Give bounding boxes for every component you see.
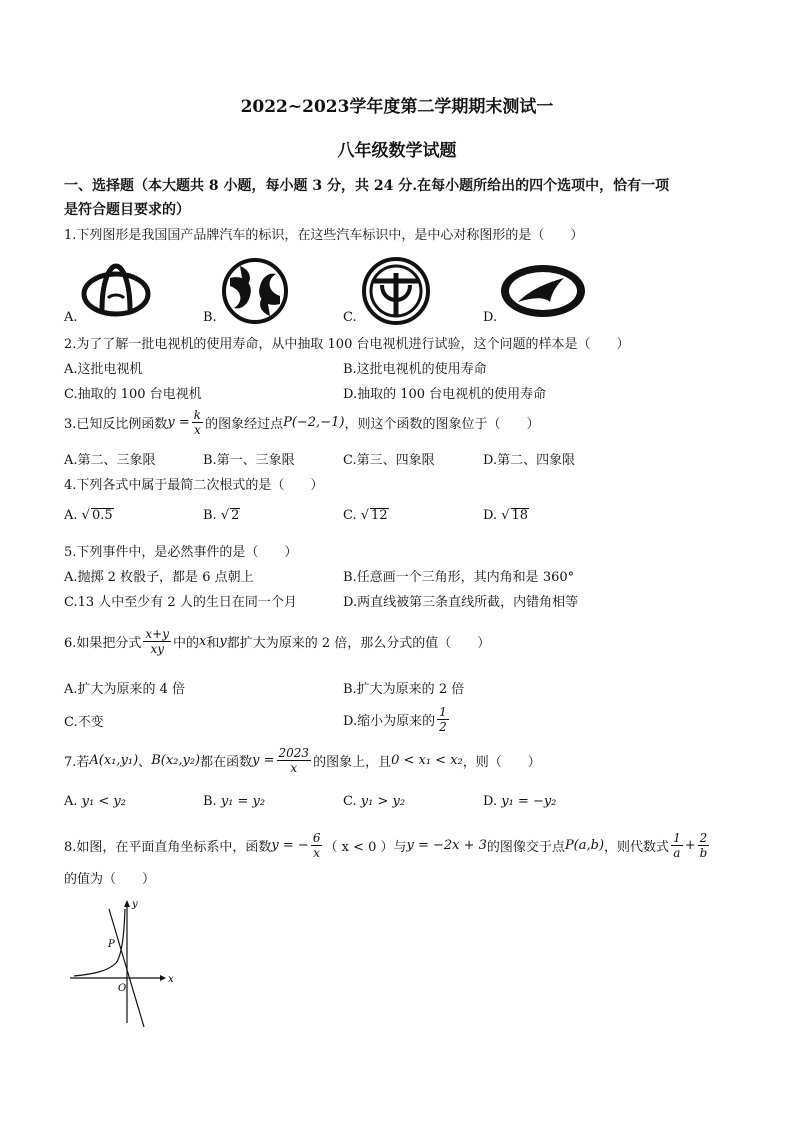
q6-var-x: x — [199, 633, 207, 649]
q5-option-d: D.两直线被第三条直线所截，内错角相等 — [343, 595, 579, 610]
q2-option-b: B.这批电视机的使用寿命 — [343, 362, 487, 377]
question-5-stem: 5.下列事件中，是必然事件的是（ ） — [64, 545, 298, 560]
origin-label: O — [118, 983, 127, 994]
oval-arrow-car-logo — [498, 262, 588, 324]
question-6-stem — [64, 622, 490, 660]
q7-fraction — [277, 746, 312, 775]
q8-line: y = −2x + 3 — [406, 837, 487, 853]
q2-option-a: A.这批电视机 — [64, 362, 143, 377]
arch-car-logo — [80, 258, 152, 324]
q8-mid: 的图像交于点 — [486, 839, 565, 855]
q8-condition: （ x < 0 ）与 — [324, 839, 407, 855]
q6-option-c: C.不变 — [64, 715, 104, 730]
q6-frac-den: xy — [150, 641, 164, 656]
question-3-stem — [64, 404, 539, 440]
x-axis-label: x — [168, 974, 174, 985]
q4-option-b: B. √ 2 — [203, 508, 240, 523]
question-2-stem: 2.为了了解一批电视机的使用寿命，从中抽取 100 台电视机进行试验，这个问题的样本是（ ） — [64, 337, 630, 352]
q3-frac-den: x — [194, 422, 201, 437]
q7-option-d: D. y₁ = −y₂ — [483, 794, 557, 809]
q4-a-radicand: 0.5 — [91, 508, 113, 523]
q4-option-d: D. √ 18 — [483, 508, 529, 523]
q5-option-c: C.13 人中至少有 2 人的生日在同一个月 — [64, 595, 297, 610]
q8-frac-1: $\frac{1}{a}$ — [673, 830, 681, 860]
q7-mid: 都在函数 — [200, 754, 253, 770]
q3-frac-num: k — [193, 407, 202, 422]
q2-option-d: D.抽取的 100 台电视机的使用寿命 — [343, 387, 547, 402]
q3-pre: 3.已知反比例函数 — [64, 416, 168, 432]
q6-mid1: 中的 — [173, 635, 200, 651]
q1-option-b: B. — [203, 310, 217, 325]
q5-option-b: B.任意画一个三角形，其内角和是 360° — [343, 570, 575, 585]
swirl-car-logo — [220, 256, 290, 330]
q1-option-a: A. — [64, 310, 78, 325]
q8-point: P(a,b) — [564, 837, 605, 853]
q3-fraction — [192, 408, 203, 437]
q6-frac-num: x+y — [145, 626, 170, 641]
exam-title: 2022~2023学年度第二学期期末测试一 — [240, 97, 554, 117]
q5-option-a: A.抛掷 2 枚骰子，都是 6 点朝上 — [64, 570, 254, 585]
q4-b-radicand: 2 — [231, 508, 240, 523]
q7-option-a: A. y₁ < y₂ — [64, 794, 126, 809]
question-7-stem — [64, 741, 541, 779]
y-axis-label: y — [132, 899, 138, 910]
q3-option-a: A.第二、三象限 — [64, 453, 156, 468]
q8-fraction — [311, 831, 323, 860]
point-p-label: P — [108, 939, 115, 950]
exam-subtitle: 八年级数学试题 — [337, 141, 457, 161]
q4-option-a: A. √ 0.5 — [64, 508, 113, 523]
q6-option-d — [343, 700, 451, 738]
q7-condition: 0 < x₁ < x₂ — [391, 752, 463, 768]
q4-c-radicand: 12 — [371, 508, 388, 523]
question-8-stem — [64, 826, 711, 864]
circle-t-car-logo — [360, 255, 432, 331]
q7-option-b: B. y₁ = y₂ — [203, 794, 266, 809]
hyperbola-curve — [74, 909, 125, 976]
q7-frac-den: x — [290, 760, 298, 775]
q6-fraction — [143, 627, 171, 656]
q8-frac-2: $\frac{2}{b}$ — [699, 830, 708, 860]
question-1-stem: 1.下列图形是我国国产品牌汽车的标识，在这些汽车标识中，是中心对称图形的是（ ） — [64, 228, 584, 243]
q8-mid2: ，则代数式 — [604, 839, 670, 855]
q8-graph — [64, 895, 174, 1034]
q6-post: 都扩大为原来的 2 倍，那么分式的值（ ） — [226, 635, 491, 651]
q6-option-b: B.扩大为原来的 2 倍 — [343, 682, 465, 697]
q8-stem-line2: 的值为（ ） — [64, 872, 156, 887]
q6-pre: 6.如果把分式 — [64, 635, 142, 651]
q4-option-c: C. √ 12 — [343, 508, 388, 523]
q7-point-a: A(x₁,y₁) — [89, 752, 139, 768]
q6-var-y: y — [219, 633, 227, 649]
q3-point: P(−2,−1) — [283, 414, 345, 430]
q3-function-y: y = — [167, 414, 190, 430]
q6-option-a: A.扩大为原来的 4 倍 — [64, 682, 186, 697]
q6-d-den: 2 — [439, 719, 447, 734]
q7-frac-num: 2023 — [278, 745, 310, 760]
q7-point-b: B(x₂,y₂) — [151, 752, 201, 768]
q8-function-y: y = − — [271, 837, 309, 853]
y-axis-arrow — [124, 900, 130, 907]
q7-option-c: C. y₁ > y₂ — [343, 794, 406, 809]
q1-option-c: C. — [343, 310, 357, 325]
q7-pre: 7.若 — [64, 754, 90, 770]
q3-option-b: B.第一、三象限 — [203, 453, 295, 468]
section-heading-line1: 一、选择题（本大题共 8 小题，每小题 3 分，共 24 分.在每小题所给出的四个选项中，恰有一项 — [64, 178, 670, 194]
q8-frac-num: 6 — [312, 830, 321, 845]
q7-sep: 、 — [138, 754, 152, 770]
section-heading-line2: 是符合题目要求的） — [64, 202, 190, 218]
q7-mid2: 的图象上，且 — [313, 754, 392, 770]
q6-d-fraction — [437, 705, 449, 734]
q8-frac-den: x — [313, 845, 321, 860]
q8-pre: 8.如图，在平面直角坐标系中，函数 — [64, 839, 272, 855]
x-axis-arrow — [160, 975, 166, 981]
q1-option-d: D. — [483, 310, 498, 325]
q6-mid2: 和 — [206, 635, 220, 651]
q8-plus: + — [684, 837, 696, 853]
q7-function-y: y = — [252, 752, 275, 768]
q3-option-d: D.第二、四象限 — [483, 453, 576, 468]
q7-post: ，则（ ） — [462, 754, 541, 770]
q3-option-c: C.第三、四象限 — [343, 453, 435, 468]
q6-d-num: 1 — [439, 704, 447, 719]
q6-d-pre: D.缩小为原来的 — [343, 713, 436, 729]
q4-d-radicand: 18 — [511, 508, 529, 523]
q3-mid: 的图象经过点 — [205, 416, 284, 432]
q3-post: ，则这个函数的图象位于（ ） — [344, 416, 540, 432]
q2-option-c: C.抽取的 100 台电视机 — [64, 387, 202, 402]
question-4-stem: 4.下列各式中属于最简二次根式的是（ ） — [64, 478, 324, 493]
